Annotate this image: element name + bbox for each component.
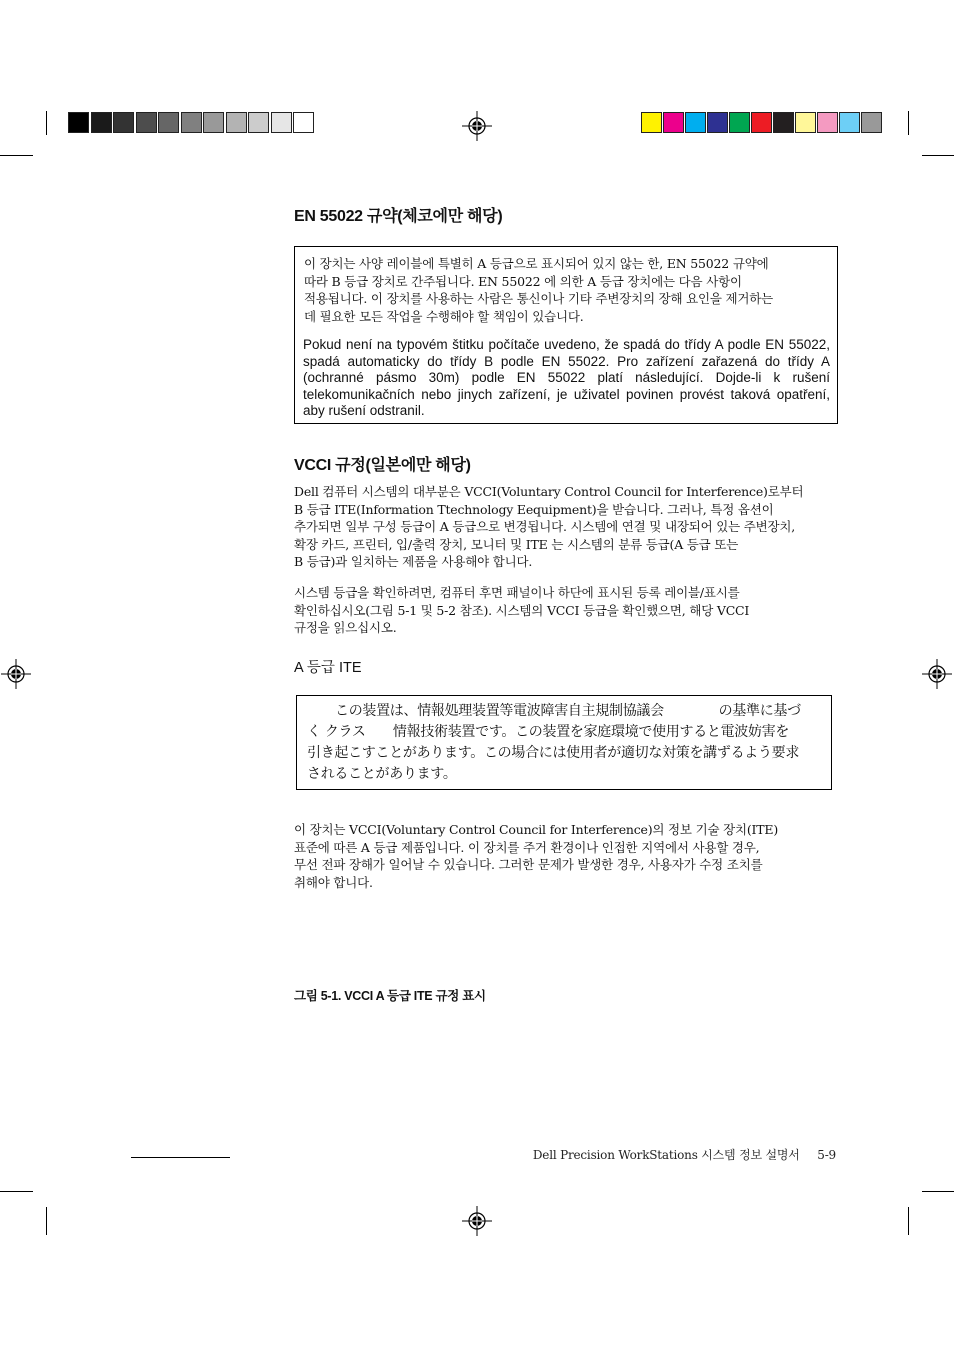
text-line: 취해야 합니다. [294,874,373,890]
text-line: 데 필요한 모든 작업을 수행해야 할 책임이 있습니다. [304,308,584,324]
gray-swatch [203,112,224,133]
text-line: この装置は、情報処理装置等電波障害自主規制協議会 の基準に基づ [335,703,801,719]
japanese-notice-text [307,701,827,785]
subheading-class-a-ite: A 등급 ITE [294,660,362,676]
vcci-japanese-notice-box [296,695,832,790]
gray-swatch [181,112,202,133]
crop-mark [908,1207,909,1235]
crop-mark [922,155,954,156]
registration-mark-icon [1,659,31,689]
color-swatch [795,112,816,133]
gray-swatch [113,112,134,133]
color-swatch [773,112,794,133]
color-swatch [751,112,772,133]
crop-mark [908,111,909,135]
page-number: 5-9 [817,1148,836,1162]
color-swatch [729,112,750,133]
text-line: されることがあります。 [307,766,457,782]
text-line: 추가되면 일부 구성 등급이 A 등급으로 변경됩니다. 시스템에 연결 및 내장되어 있는 주변장치, [294,519,796,534]
color-swatch [685,112,706,133]
vcci-paragraph-3 [294,821,838,891]
color-swatch [839,112,860,133]
text-line: 확인하십시오(그림 5-1 및 5-2 참조). 시스템의 VCCI 등급을 확인했으면, 해당 VCCI [294,602,750,618]
crop-mark [922,1191,954,1192]
gray-swatch [91,112,112,133]
text-line: 표준에 따른 A 등급 제품입니다. 이 장치를 주거 환경이나 인접한 지역에서 사용할 경우, [294,839,760,855]
text-line: 규정을 읽으십시오. [294,620,397,635]
text-line: 따라 B 등급 장치로 간주됩니다. EN 55022 에 의한 A 등급 장치에는 다음 사항이 [304,273,742,289]
text-line: 시스템 등급을 확인하려면, 컴퓨터 후면 패널이나 하단에 표시된 등록 레이블/표시를 [294,585,740,600]
color-swatch [861,112,882,133]
gray-swatch [293,112,314,133]
color-swatch [817,112,838,133]
vcci-paragraph-1 [294,483,838,571]
registration-mark-icon [462,1206,492,1236]
figure-caption: 그림 5-1. VCCI A 등급 ITE 규정 표시 [294,989,486,1003]
crop-mark [0,155,33,156]
text-line: 확장 카드, 프린터, 입/출력 장치, 모니터 및 ITE 는 시스템의 분류 등급(A 등급 또는 [294,536,739,552]
gray-swatch [136,112,157,133]
text-line: B 등급)과 일치하는 제품을 사용해야 합니다. [294,554,533,569]
text-line: B 등급 ITE(Information Ttechnology Eequipment)을 받습니다. 그러나, 특정 옵션이 [294,501,774,517]
footer-running-title [533,1146,836,1163]
crop-mark [46,111,47,135]
registration-mark-icon [462,111,492,141]
text-line: く クラス 情報技術装置です。この装置を家庭環境で使用すると電波妨害を [307,724,790,740]
crop-mark [0,1191,33,1192]
section-heading-vcci: VCCI 규정(일본에만 해당) [294,457,471,474]
text-line: 적용됩니다. 이 장치를 사용하는 사람은 통신이나 기타 주변장치의 장해 요인을 제거하는 [304,291,774,306]
footer-rule [131,1157,230,1158]
color-swatch [707,112,728,133]
color-swatch [663,112,684,133]
en55022-notice-box [294,246,838,424]
gray-swatch [271,112,292,133]
gray-swatch [248,112,269,133]
gray-swatch [68,112,89,133]
text-line: 무선 전파 장해가 일어날 수 있습니다. 그러한 문제가 발생한 경우, 사용자가 수정 조치를 [294,857,763,872]
crop-mark [46,1207,47,1235]
running-title: Dell Precision WorkStations 시스템 정보 설명서 [532,1148,800,1162]
color-swatch [641,112,662,133]
text-line: 引き起こすことがあります。この場合には使用者が適切な対策を講ずるよう要求 [307,745,800,761]
gray-swatch [226,112,247,133]
text-line: 이 장치는 사양 레이블에 특별히 A 등급으로 표시되어 있지 않는 한, EN 55022 규약에 [304,256,769,271]
text-line: 이 장치는 VCCI(Voluntary Control Council for Interference)의 정보 기술 장치(ITE) [294,822,779,837]
czech-notice-text: Pokud není na typovém štitku počítače uvedeno, že spadá do třídy A podle EN 55022, spadá automaticky do třídy B podle EN 55022. Pro zařízení zařazená do třídy A (ochranné pásmo 30m) podle EN 55022 platí následující. Dojde-li k rušení telekomunikačních nebo jinych zařízení, je uživatel povinen provést taková opatření, aby rušení odstranil. [303,337,830,418]
vcci-paragraph-2 [294,584,838,637]
registration-mark-icon [922,659,952,689]
text-line: Dell 컴퓨터 시스템의 대부분은 VCCI(Voluntary Control Council for Interference)로부터 [294,484,804,499]
gray-swatch [158,112,179,133]
korean-notice-text [304,255,832,325]
section-heading-en55022: EN 55022 규약(체코에만 해당) [294,208,503,225]
